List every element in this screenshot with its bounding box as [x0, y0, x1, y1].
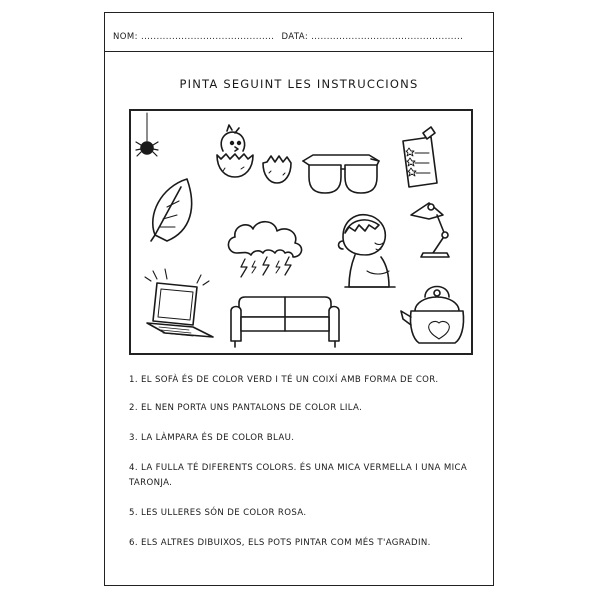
instruction-item: 1. EL SOFÀ ÉS DE COLOR VERD I TÉ UN COIXÍ AMB FORMA DE COR.: [129, 375, 439, 385]
date-label: DATA:: [281, 32, 309, 42]
instruction-item: 2. EL NEN PORTA UNS PANTALONS DE COLOR LILA.: [129, 403, 363, 413]
header-divider: [105, 51, 493, 52]
worksheet: [104, 12, 494, 586]
boy-icon: [339, 215, 396, 287]
illustration-frame: [129, 109, 473, 355]
instructions-list: [129, 373, 477, 566]
instruction-item: 6. ELS ALTRES DIBUIXOS, ELS POTS PINTAR COM MÉS T'AGRADIN.: [129, 538, 431, 548]
kettle-icon: [401, 287, 464, 344]
page-title: PINTA SEGUINT LES INSTRUCCIONS: [179, 77, 419, 91]
leaf-icon: [151, 179, 192, 241]
sofa-icon: [231, 297, 339, 347]
notepad-icon: [403, 127, 437, 187]
eggshell-icon: [263, 156, 291, 183]
lamp-icon: [411, 203, 449, 257]
spider-icon: [136, 113, 158, 156]
instruction-item: 3. LA LÀMPARA ÉS DE COLOR BLAU.: [129, 433, 295, 443]
glasses-icon: [303, 155, 379, 193]
date-field[interactable]: .................................................: [311, 32, 464, 42]
storm-cloud-icon: [228, 222, 301, 277]
instruction-item: 5. LES ULLERES SÓN DE COLOR ROSA.: [129, 508, 307, 518]
header-fields: [113, 32, 463, 42]
chick-in-egg-icon: [217, 125, 253, 177]
laptop-icon: [145, 269, 213, 337]
name-field[interactable]: ...........................................: [140, 32, 275, 42]
instruction-item: 4. LA FULLA TÉ DIFERENTS COLORS. ÉS UNA MICA VERMELLA I UNA MICA TARONJA.: [129, 463, 468, 488]
name-label: NOM:: [113, 32, 138, 42]
